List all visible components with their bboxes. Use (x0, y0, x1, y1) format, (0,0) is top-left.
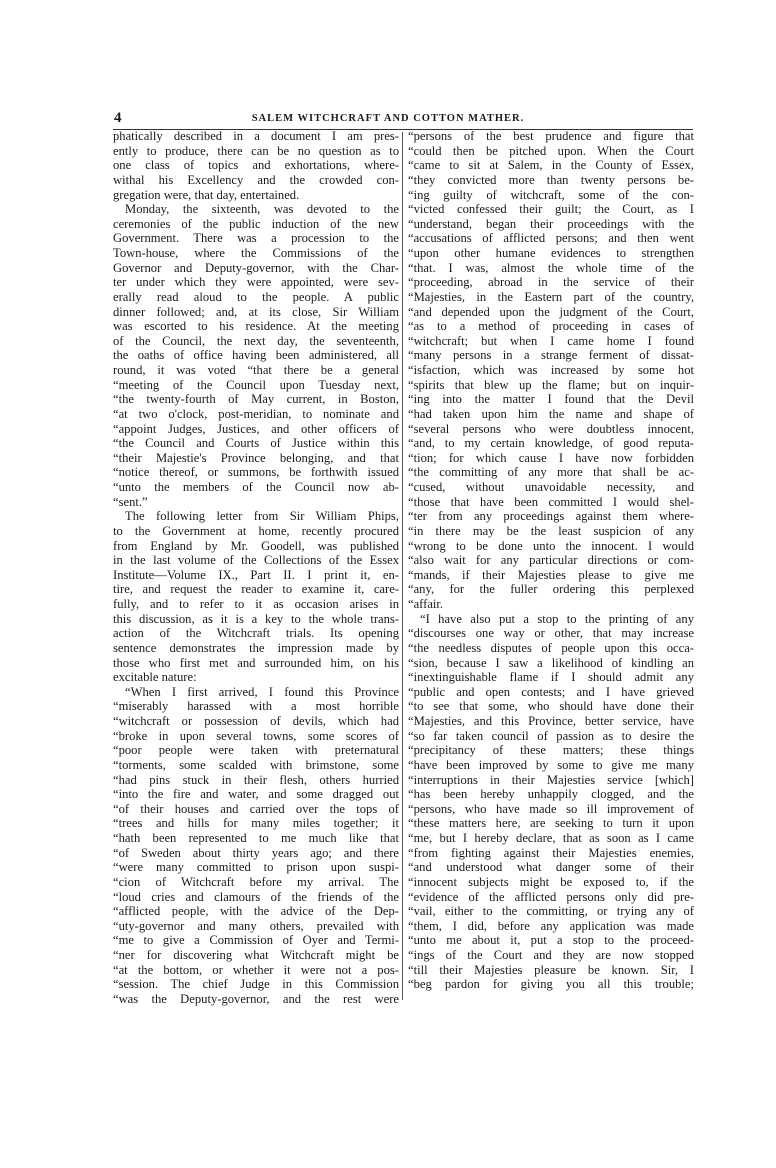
text-line: “notice thereof, or summons, be forthwith issued (113, 465, 399, 480)
text-line: “of Sweden about thirty years ago; and there (113, 845, 399, 860)
text-line: “many persons in a strange ferment of dissat- (408, 348, 694, 363)
text-line: “into the fire and water, and some dragged out (113, 787, 399, 802)
text-line: phatically described in a document I am pres- (113, 129, 399, 143)
text-line: “till their Majesties pleasure be known. Sir, I (408, 962, 694, 977)
text-line: “the Council and Courts of Justice within this (113, 436, 399, 451)
running-title: SALEM WITCHCRAFT AND COTTON MATHER. (251, 113, 525, 124)
text-line: “those that have been committed I would shel- (408, 494, 694, 509)
text-line: “victed confessed their guilt; the Court, as I (408, 202, 694, 217)
text-line: “tion; for which cause I have now forbidden (408, 450, 694, 465)
text-line: “any, for the fuller ordering this perplexed (408, 582, 694, 597)
text-line: “innocent subjects might be exposed to, if the (408, 874, 694, 889)
text-line: “evidence of the afflicted persons only did pre- (408, 889, 694, 904)
text-line: “affair. (408, 597, 444, 611)
text-line: “persons of the best prudence and figure that (408, 129, 694, 143)
text-line: ently to produce, there can be no question as to (113, 143, 399, 158)
text-line: dinner followed; and, at its close, Sir William (113, 304, 399, 319)
text-line: this discussion, as it is a key to the whole trans- (113, 611, 399, 626)
text-line: “discourses one way or other, that may increase (408, 626, 694, 641)
text-line: “meeting of the Council upon Tuesday next, (113, 377, 399, 392)
text-line: gregation were, that day, entertained. (113, 187, 300, 202)
column-divider (402, 132, 403, 1000)
text-line: “me, but I hereby declare, that as soon as I came (408, 831, 694, 845)
text-line: fully, and to refer to it as occasion arises in (113, 597, 399, 611)
text-line: “at the bottom, or whether it were not a pos- (113, 962, 399, 977)
text-line: “beg pardon for giving you all this trouble; (408, 977, 694, 992)
text-line: “could then be pitched upon. When the Court (408, 143, 694, 158)
text-line: “interruptions in their Majesties service [which] (408, 772, 694, 787)
text-line: “the committing of any more that shall be ac- (408, 465, 694, 480)
text-line: “these matters here, are seeking to turn it upon (408, 816, 694, 831)
text-line: tire, and request the reader to examine it, care- (113, 582, 399, 597)
text-line: “that. I was, almost the whole time of the (408, 260, 694, 275)
right-column (408, 129, 694, 992)
text-line: “trees and hills for many miles together; it (113, 816, 399, 831)
text-line: Government. There was a procession to the (113, 231, 399, 246)
text-line: “ter from any proceedings against them where- (408, 509, 694, 524)
text-line: “and understood what danger some of their (408, 860, 694, 875)
text-line: “isfaction, which was increased by some hot (408, 363, 694, 377)
text-line: “to see that some, who should have done their (408, 699, 694, 714)
text-line: “them, I did, before any application was made (408, 918, 694, 933)
text-line: in the last volume of the Collections of the Essex (113, 553, 399, 568)
text-line: “uty-governor and many others, prevailed with (113, 918, 399, 933)
text-line: “had taken upon him the name and shape of (408, 406, 694, 421)
text-line: to the Government at home, recently procured (113, 523, 399, 538)
text-line: ter under which they were appointed, were sev- (113, 275, 399, 290)
text-line: “me to give a Commission of Oyer and Termi- (113, 933, 399, 948)
text-line: “of their houses and carried over the tops of (113, 801, 399, 816)
text-line: ceremonies of the public induction of the new (113, 216, 399, 231)
text-line: “came to sit at Salem, in the County of Essex, (408, 158, 694, 173)
text-line: from England by Mr. Goodell, was published (113, 538, 399, 553)
text-line: “sion, because I saw a likelihood of kindling an (408, 655, 694, 670)
text-line: “understand, began their proceedings with the (408, 216, 694, 231)
text-line: “upon other humane evidences to strengthen (408, 246, 694, 260)
text-line: “mands, if their Majesties please to give me (408, 567, 694, 582)
text-line: “loud cries and clamours of the friends of the (113, 889, 399, 904)
text-line: “ing guilty of witchcraft, some of the con- (408, 187, 694, 202)
text-line: “and, to my certain knowledge, of good reputa- (408, 436, 694, 451)
text-line: “has been hereby unhappily clogged, and the (408, 787, 694, 802)
text-line: those who first met and surrounded him, on his (113, 655, 399, 670)
text-line: “witchcraft; but when I came home I found (408, 333, 694, 348)
text-line: of the Council, the next day, the seventeenth, (113, 333, 399, 348)
text-line: “unto the members of the Council now ab- (113, 480, 399, 494)
left-column (113, 129, 399, 1007)
text-line: “vail, either to the committing, or trying any of (408, 904, 694, 919)
text-line: Monday, the sixteenth, was devoted to the (125, 202, 399, 217)
text-line: “and depended upon the judgment of the Court, (408, 304, 694, 319)
text-line: “inextinguishable flame if I should admit any (408, 670, 694, 685)
page-number: 4 (114, 110, 122, 126)
text-line: Institute—Volume IX., Part II. I print it, en- (113, 567, 399, 582)
text-line: excitable nature: (113, 670, 197, 685)
text-line: “appoint Judges, Justices, and other officers of (113, 421, 399, 436)
text-line: “ing into the matter I found that the Devil (408, 392, 694, 407)
text-line: “witchcraft or possession of devils, which had (113, 714, 399, 728)
text-line: “spirits that blew up the flame; but on inquir- (408, 377, 694, 392)
text-line: “had pins stuck in their flesh, others hurried (113, 772, 399, 787)
text-line: “ner for discovering what Witchcraft might be (113, 948, 399, 962)
text-line: action of the Witchcraft trials. Its opening (113, 626, 399, 641)
text-line: “their Majestie's Province belonging, and that (113, 450, 399, 465)
text-line: “at two o'clock, post-meridian, to nominate and (113, 406, 399, 421)
text-line: “the needless disputes of people upon this occa- (408, 640, 694, 655)
text-line: erally read aloud to the people. A public (113, 289, 399, 304)
text-line: “was the Deputy-governor, and the rest were (113, 991, 399, 1006)
text-line: “session. The chief Judge in this Commission (113, 977, 399, 992)
text-line: “public and open contests; and I have grieved (408, 684, 694, 699)
text-line: “accusations of afflicted persons; and then went (408, 231, 694, 246)
text-line: “broke in upon several towns, some scores of (113, 728, 399, 743)
text-line: “unto me about it, put a stop to the proceed- (408, 933, 694, 948)
text-line: “precipitancy of these matters; these things (408, 743, 694, 758)
text-line: sentence demonstrates the impression made by (113, 640, 399, 655)
text-line: “also wait for any particular directions or com- (408, 553, 694, 568)
text-line: “from fighting against their Majesties enemies, (408, 845, 694, 860)
text-line: “hath been represented to me much like that (113, 831, 399, 845)
text-line: “When I first arrived, I found this Province (125, 684, 399, 699)
text-line: The following letter from Sir William Phips, (125, 509, 399, 524)
text-line: “have been improved by some to give me many (408, 757, 694, 772)
text-line: “I have also put a stop to the printing of any (420, 611, 694, 626)
text-line: “miserably harassed with a most horrible (113, 699, 399, 714)
text-line: “cused, without unavoidable necessity, and (408, 480, 694, 494)
text-line: Governor and Deputy-governor, with the Char- (113, 260, 399, 275)
text-line: “proceeding, abroad in the service of their (408, 275, 694, 290)
text-line: “as to a method of proceeding in cases of (408, 319, 694, 334)
text-line: “so far taken council of passion as to desire the (408, 728, 694, 743)
text-line: “persons, who have made so ill improvement of (408, 801, 694, 816)
text-line: one class of topics and exhortations, where- (113, 158, 399, 173)
text-line: “sent.” (113, 494, 148, 509)
text-line: “they convicted more than twenty persons be- (408, 172, 694, 187)
text-line: round, it was voted “that there be a general (113, 363, 399, 377)
text-line: was escorted to his residence. At the meeting (113, 319, 399, 334)
text-line: “the twenty-fourth of May current, in Boston, (113, 392, 399, 407)
text-line: withal his Excellency and the crowded con- (113, 172, 399, 187)
text-line: “several persons who were doubtless innocent, (408, 421, 694, 436)
text-line: “torments, some scalded with brimstone, some (113, 757, 399, 772)
text-line: the oaths of office having been administered, all (113, 348, 399, 363)
text-line: “in there may be the least suspicion of any (408, 523, 694, 538)
text-line: “afflicted people, with the advice of the Dep- (113, 904, 399, 919)
text-line: Town-house, where the Commissions of the (113, 246, 399, 260)
text-line: “ings of the Court and they are now stopped (408, 948, 694, 962)
text-line: “Majesties, in the Eastern part of the country, (408, 289, 694, 304)
text-line: “cion of Witchcraft before my arrival. The (113, 874, 399, 889)
text-line: “wrong to be done unto the innocent. I would (408, 538, 694, 553)
text-line: “poor people were taken with preternatural (113, 743, 399, 758)
text-line: “were many committed to prison upon suspi- (113, 860, 399, 875)
text-line: “Majesties, and this Province, better service, have (408, 714, 694, 728)
